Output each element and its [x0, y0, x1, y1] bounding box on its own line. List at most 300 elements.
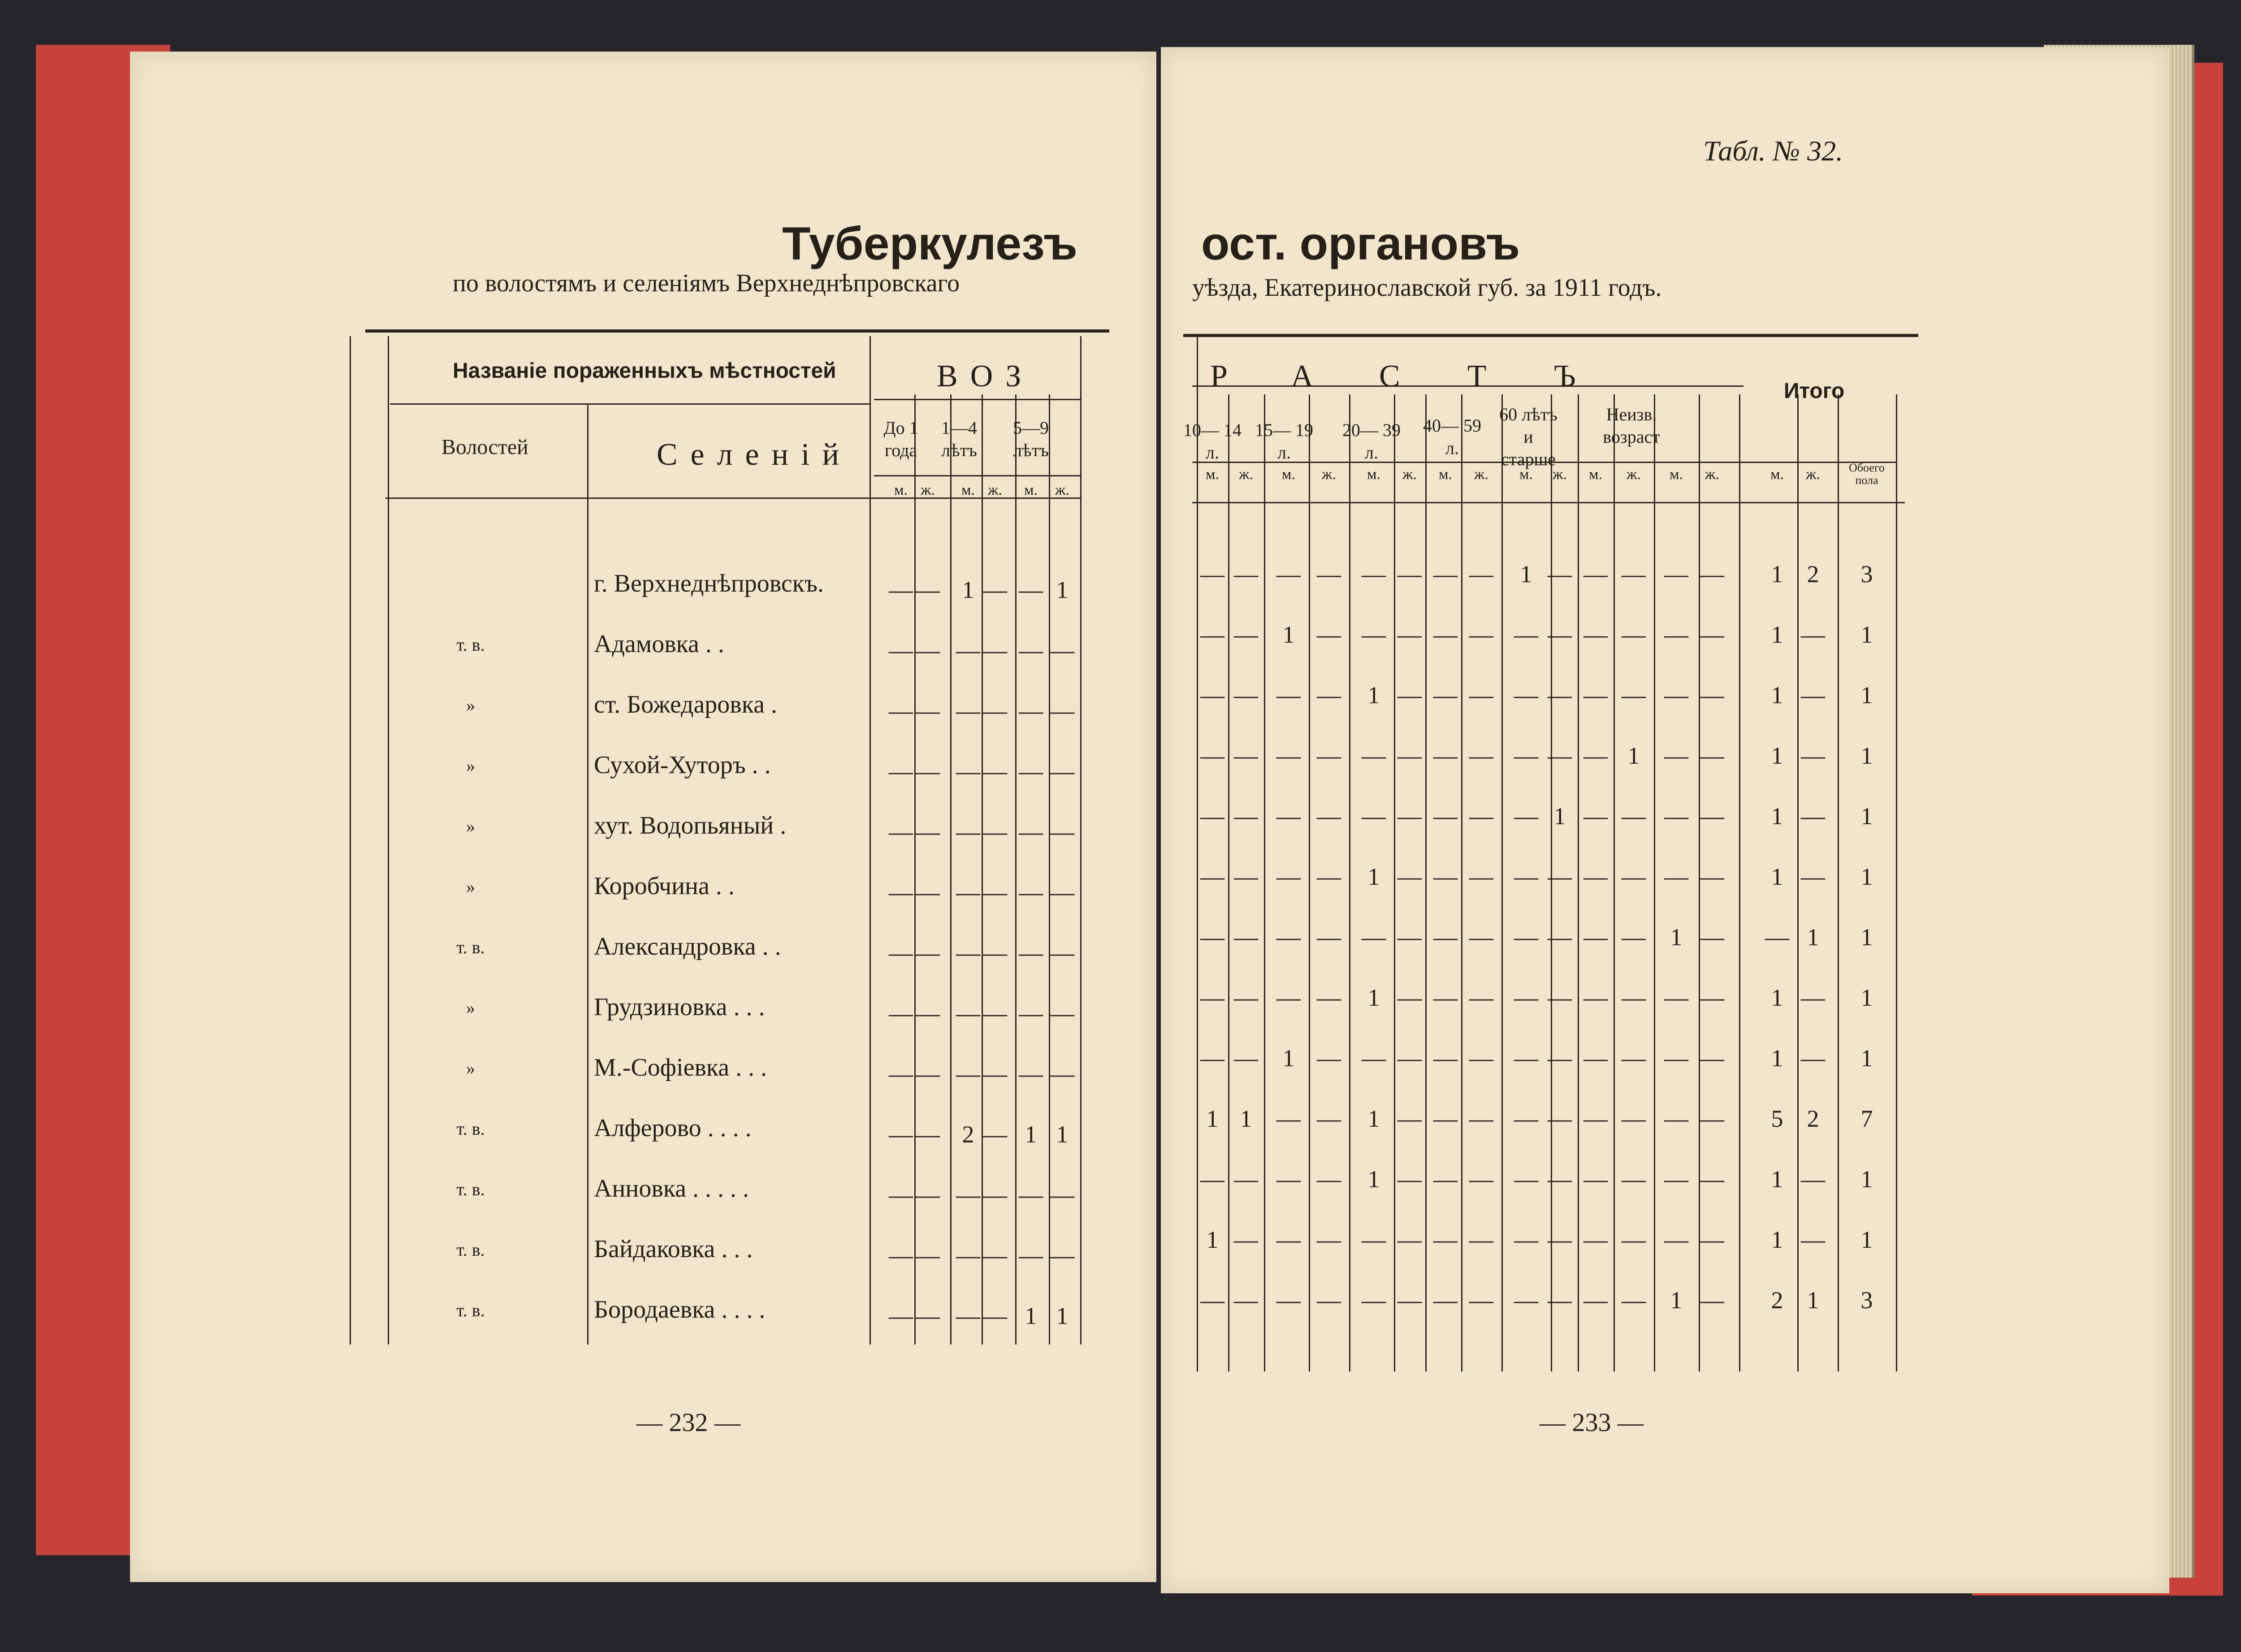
- empty-cell: —: [1514, 863, 1538, 890]
- empty-cell: —: [956, 1242, 980, 1269]
- empty-cell: —: [1317, 742, 1341, 769]
- value-cell: 1: [1670, 924, 1683, 951]
- empty-cell: —: [1200, 682, 1224, 709]
- value-cell: 1: [1860, 803, 1873, 830]
- empty-cell: —: [1583, 742, 1608, 769]
- empty-cell: —: [1700, 742, 1724, 769]
- empty-cell: —: [983, 697, 1007, 724]
- empty-cell: —: [1583, 561, 1608, 588]
- empty-cell: —: [1548, 1045, 1572, 1072]
- male-header: м.: [1438, 466, 1453, 483]
- value-cell: 1: [1056, 1121, 1069, 1148]
- empty-cell: —: [1469, 682, 1493, 709]
- empty-cell: —: [1583, 1166, 1608, 1193]
- empty-cell: —: [1276, 924, 1301, 951]
- empty-cell: —: [1200, 1287, 1224, 1314]
- empty-cell: —: [1583, 1105, 1608, 1132]
- vline-col: [1739, 394, 1740, 1371]
- empty-cell: —: [1622, 621, 1646, 648]
- age-header: 10— 14 л.: [1183, 420, 1242, 463]
- female-header: ж.: [1705, 466, 1719, 483]
- empty-cell: —: [1234, 1045, 1258, 1072]
- empty-cell: —: [1514, 1045, 1538, 1072]
- empty-cell: —: [1469, 1105, 1493, 1132]
- empty-cell: —: [1801, 863, 1825, 890]
- empty-cell: —: [889, 1181, 913, 1208]
- empty-cell: —: [1317, 682, 1341, 709]
- empty-cell: —: [889, 1302, 913, 1329]
- empty-cell: —: [916, 1242, 940, 1269]
- empty-cell: —: [1019, 818, 1043, 845]
- empty-cell: —: [1801, 682, 1825, 709]
- empty-cell: —: [1234, 924, 1258, 951]
- row-volost: т. в.: [456, 1240, 485, 1260]
- value-cell: 5: [1771, 1105, 1783, 1132]
- empty-cell: —: [1019, 1060, 1043, 1087]
- empty-cell: —: [1514, 803, 1538, 830]
- female-header: ж.: [1627, 466, 1641, 483]
- row-volost: т. в.: [456, 635, 485, 655]
- male-header: м.: [1770, 466, 1784, 483]
- vline-col: [1228, 394, 1229, 1371]
- empty-cell: —: [1700, 1105, 1724, 1132]
- female-header: ж.: [988, 482, 1002, 498]
- empty-cell: —: [1548, 1166, 1572, 1193]
- empty-cell: —: [1622, 682, 1646, 709]
- row-place: хут. Водопьяный .: [594, 812, 787, 839]
- subtitle-left: по волостямъ и селеніямъ Верхнеднѣпровскаго: [453, 269, 960, 297]
- empty-cell: —: [1050, 1060, 1074, 1087]
- empty-cell: —: [1548, 863, 1572, 890]
- empty-cell: —: [956, 637, 980, 664]
- row-volost: т. в.: [456, 1179, 485, 1199]
- empty-cell: —: [1200, 863, 1224, 890]
- age-header: 40— 59 л.: [1423, 415, 1481, 458]
- empty-cell: —: [956, 1000, 980, 1027]
- row-volost: т. в.: [456, 937, 485, 957]
- row-place: Алферово . . . .: [594, 1114, 752, 1142]
- value-cell: 7: [1860, 1105, 1873, 1132]
- vline-col: [1501, 394, 1503, 1371]
- value-cell: 1: [1860, 742, 1873, 769]
- female-header: ж.: [1806, 466, 1820, 483]
- empty-cell: —: [1469, 803, 1493, 830]
- empty-cell: —: [1397, 682, 1422, 709]
- empty-cell: —: [1433, 1166, 1458, 1193]
- vline-col: [1394, 394, 1395, 1371]
- empty-cell: —: [1801, 742, 1825, 769]
- value-cell: 3: [1860, 561, 1873, 588]
- empty-cell: —: [1622, 1045, 1646, 1072]
- female-header: ж.: [1055, 482, 1069, 498]
- empty-cell: —: [1469, 863, 1493, 890]
- female-header: ж.: [1322, 466, 1336, 483]
- value-cell: 1: [1025, 1302, 1037, 1329]
- value-cell: 2: [1807, 1105, 1819, 1132]
- empty-cell: —: [1362, 561, 1386, 588]
- value-cell: 1: [1025, 1121, 1037, 1148]
- empty-cell: —: [1622, 863, 1646, 890]
- empty-cell: —: [1433, 1287, 1458, 1314]
- empty-cell: —: [1234, 742, 1258, 769]
- row-place: Грудзиновка . . .: [594, 993, 765, 1021]
- empty-cell: —: [1548, 621, 1572, 648]
- empty-cell: —: [1200, 1166, 1224, 1193]
- empty-cell: —: [1548, 984, 1572, 1011]
- row-place: Коробчина . .: [594, 872, 735, 900]
- rule-top-right: [1183, 334, 1918, 337]
- empty-cell: —: [1397, 863, 1422, 890]
- empty-cell: —: [916, 697, 940, 724]
- empty-cell: —: [1433, 984, 1458, 1011]
- empty-cell: —: [1050, 1181, 1074, 1208]
- page-number-right: — 233 —: [1540, 1408, 1644, 1437]
- empty-cell: —: [889, 758, 913, 785]
- empty-cell: —: [1317, 1287, 1341, 1314]
- empty-cell: —: [1397, 1287, 1422, 1314]
- empty-cell: —: [1317, 984, 1341, 1011]
- empty-cell: —: [1700, 863, 1724, 890]
- empty-cell: —: [1514, 621, 1538, 648]
- empty-cell: —: [1664, 803, 1688, 830]
- value-cell: 1: [1860, 863, 1873, 890]
- vline-col: [1614, 394, 1615, 1371]
- empty-cell: —: [1622, 561, 1646, 588]
- empty-cell: —: [1397, 1105, 1422, 1132]
- empty-cell: —: [1514, 682, 1538, 709]
- vline-col: [1654, 394, 1655, 1371]
- empty-cell: —: [1548, 561, 1572, 588]
- male-header: м.: [961, 482, 975, 498]
- empty-cell: —: [1317, 1105, 1341, 1132]
- empty-cell: —: [1700, 1226, 1724, 1253]
- empty-cell: —: [1276, 682, 1301, 709]
- value-cell: 1: [1627, 742, 1640, 769]
- empty-cell: —: [956, 1302, 980, 1329]
- row-volost: т. в.: [456, 1119, 485, 1139]
- value-cell: 1: [962, 576, 974, 603]
- value-cell: 1: [1860, 984, 1873, 1011]
- value-cell: 1: [1771, 621, 1783, 648]
- vline-col: [1264, 394, 1265, 1371]
- empty-cell: —: [983, 818, 1007, 845]
- value-cell: 1: [1206, 1105, 1219, 1132]
- value-cell: 1: [1860, 1166, 1873, 1193]
- value-cell: 2: [1807, 561, 1819, 588]
- vline-left-edge: [350, 336, 351, 1345]
- value-cell: 1: [1520, 561, 1532, 588]
- male-header: м.: [1519, 466, 1533, 483]
- empty-cell: —: [956, 1181, 980, 1208]
- empty-cell: —: [1276, 984, 1301, 1011]
- empty-cell: —: [1700, 924, 1724, 951]
- empty-cell: —: [1700, 984, 1724, 1011]
- empty-cell: —: [1362, 1287, 1386, 1314]
- row-place: ст. Божедаровка .: [594, 691, 777, 718]
- value-cell: 1: [1367, 984, 1380, 1011]
- row-place: Адамовка . .: [594, 630, 724, 658]
- rule-top-left: [365, 329, 1109, 333]
- empty-cell: —: [1664, 1105, 1688, 1132]
- empty-cell: —: [916, 758, 940, 785]
- empty-cell: —: [1433, 1226, 1458, 1253]
- value-cell: 1: [1771, 803, 1783, 830]
- value-cell: 1: [1367, 682, 1380, 709]
- vline-col: [1896, 394, 1897, 1371]
- empty-cell: —: [1700, 682, 1724, 709]
- value-cell: 1: [1807, 1287, 1819, 1314]
- empty-cell: —: [1276, 1287, 1301, 1314]
- empty-cell: —: [1234, 984, 1258, 1011]
- empty-cell: —: [956, 1060, 980, 1087]
- empty-cell: —: [1397, 1226, 1422, 1253]
- empty-cell: —: [1469, 1166, 1493, 1193]
- empty-cell: —: [1700, 561, 1724, 588]
- empty-cell: —: [1234, 1166, 1258, 1193]
- empty-cell: —: [956, 939, 980, 966]
- row-volost: »: [466, 695, 475, 715]
- value-cell: 1: [1860, 924, 1873, 951]
- empty-cell: —: [1469, 1226, 1493, 1253]
- empty-cell: —: [983, 1000, 1007, 1027]
- empty-cell: —: [1234, 863, 1258, 890]
- empty-cell: —: [1276, 1105, 1301, 1132]
- empty-cell: —: [1397, 561, 1422, 588]
- empty-cell: —: [1548, 924, 1572, 951]
- empty-cell: —: [1622, 1166, 1646, 1193]
- title-left: Туберкулезъ: [782, 218, 1077, 270]
- value-cell: 1: [1771, 682, 1783, 709]
- table-number: Табл. № 32.: [1703, 135, 1843, 167]
- header-rast: РАСТЪ: [1210, 359, 1643, 394]
- male-header: м.: [1588, 466, 1603, 483]
- empty-cell: —: [1362, 742, 1386, 769]
- empty-cell: —: [1200, 1045, 1224, 1072]
- empty-cell: —: [1019, 758, 1043, 785]
- empty-cell: —: [1548, 1226, 1572, 1253]
- empty-cell: —: [983, 758, 1007, 785]
- value-cell: 1: [1771, 561, 1783, 588]
- empty-cell: —: [1548, 1287, 1572, 1314]
- vline-col: [950, 394, 952, 1345]
- age-header: 1—4 лѣтъ: [941, 418, 977, 460]
- empty-cell: —: [1019, 637, 1043, 664]
- header-selo: Селеній: [657, 437, 852, 472]
- empty-cell: —: [1019, 576, 1043, 603]
- empty-cell: —: [1664, 621, 1688, 648]
- vline-col: [1080, 336, 1082, 1345]
- empty-cell: —: [1469, 1287, 1493, 1314]
- empty-cell: —: [1019, 1181, 1043, 1208]
- value-cell: 1: [1860, 1226, 1873, 1253]
- empty-cell: —: [956, 879, 980, 906]
- empty-cell: —: [1765, 924, 1789, 951]
- empty-cell: —: [1469, 1045, 1493, 1072]
- empty-cell: —: [1050, 1242, 1074, 1269]
- empty-cell: —: [983, 1060, 1007, 1087]
- empty-cell: —: [1234, 561, 1258, 588]
- value-cell: 1: [1240, 1105, 1252, 1132]
- value-cell: 1: [1206, 1226, 1219, 1253]
- empty-cell: —: [1433, 682, 1458, 709]
- empty-cell: —: [1514, 1105, 1538, 1132]
- empty-cell: —: [1801, 803, 1825, 830]
- empty-cell: —: [1801, 984, 1825, 1011]
- empty-cell: —: [956, 697, 980, 724]
- empty-cell: —: [916, 1181, 940, 1208]
- empty-cell: —: [1019, 1000, 1043, 1027]
- empty-cell: —: [1514, 742, 1538, 769]
- empty-cell: —: [916, 818, 940, 845]
- empty-cell: —: [1200, 742, 1224, 769]
- empty-cell: —: [1050, 758, 1074, 785]
- empty-cell: —: [916, 879, 940, 906]
- empty-cell: —: [1664, 682, 1688, 709]
- empty-cell: —: [1700, 1045, 1724, 1072]
- empty-cell: —: [1548, 1105, 1572, 1132]
- empty-cell: —: [1583, 1045, 1608, 1072]
- row-volost: »: [466, 1058, 475, 1078]
- empty-cell: —: [1469, 621, 1493, 648]
- subtitle-right: уѣзда, Екатеринославской губ. за 1911 годъ.: [1192, 274, 1662, 302]
- empty-cell: —: [1622, 803, 1646, 830]
- empty-cell: —: [1514, 924, 1538, 951]
- header-voz: ВОЗ: [937, 359, 1034, 394]
- header-group-label: Названіе пораженныхъ мѣстностей: [453, 359, 836, 383]
- empty-cell: —: [1801, 1045, 1825, 1072]
- female-header: ж.: [1239, 466, 1253, 483]
- row-volost: »: [466, 756, 475, 776]
- male-header: м.: [1281, 466, 1296, 483]
- value-cell: 1: [1553, 803, 1566, 830]
- header-itogo: Итого: [1784, 379, 1845, 403]
- empty-cell: —: [1397, 1166, 1422, 1193]
- empty-cell: —: [889, 576, 913, 603]
- empty-cell: —: [1664, 1226, 1688, 1253]
- row-volost: »: [466, 998, 475, 1018]
- value-cell: 1: [1367, 1105, 1380, 1132]
- vline-col: [870, 394, 871, 1345]
- empty-cell: —: [1050, 939, 1074, 966]
- row-place: Байдаковка . . .: [594, 1235, 753, 1263]
- row-place: Бородаевка . . . .: [594, 1296, 766, 1323]
- empty-cell: —: [1050, 697, 1074, 724]
- empty-cell: —: [916, 637, 940, 664]
- empty-cell: —: [1622, 1105, 1646, 1132]
- empty-cell: —: [1397, 984, 1422, 1011]
- empty-cell: —: [1583, 924, 1608, 951]
- empty-cell: —: [1469, 924, 1493, 951]
- empty-cell: —: [1276, 1166, 1301, 1193]
- empty-cell: —: [889, 818, 913, 845]
- row-volost: »: [466, 816, 475, 836]
- female-header: ж.: [1402, 466, 1417, 483]
- empty-cell: —: [1019, 939, 1043, 966]
- empty-cell: —: [1317, 561, 1341, 588]
- empty-cell: —: [1801, 1226, 1825, 1253]
- empty-cell: —: [1276, 742, 1301, 769]
- empty-cell: —: [1583, 1226, 1608, 1253]
- empty-cell: —: [1433, 621, 1458, 648]
- empty-cell: —: [1200, 561, 1224, 588]
- empty-cell: —: [1317, 1045, 1341, 1072]
- empty-cell: —: [1317, 621, 1341, 648]
- empty-cell: —: [1801, 621, 1825, 648]
- empty-cell: —: [1700, 803, 1724, 830]
- age-header: 15— 19 л.: [1255, 420, 1313, 463]
- age-header: 60 лѣтъ и старше: [1499, 404, 1557, 469]
- empty-cell: —: [1433, 1045, 1458, 1072]
- page-number-left: — 232 —: [636, 1408, 740, 1437]
- empty-cell: —: [1700, 621, 1724, 648]
- value-cell: 2: [962, 1121, 974, 1148]
- row-place: Анновка . . . . .: [594, 1175, 749, 1202]
- empty-cell: —: [1433, 803, 1458, 830]
- empty-cell: —: [1397, 621, 1422, 648]
- empty-cell: —: [956, 758, 980, 785]
- value-cell: 1: [1860, 1045, 1873, 1072]
- value-cell: 1: [1771, 984, 1783, 1011]
- empty-cell: —: [889, 1060, 913, 1087]
- empty-cell: —: [1433, 924, 1458, 951]
- vline-col: [1349, 394, 1350, 1371]
- empty-cell: —: [1276, 863, 1301, 890]
- empty-cell: —: [1317, 924, 1341, 951]
- empty-cell: —: [983, 1181, 1007, 1208]
- empty-cell: —: [1234, 682, 1258, 709]
- title-right: ост. органовъ: [1201, 218, 1520, 270]
- empty-cell: —: [1514, 1287, 1538, 1314]
- empty-cell: —: [1514, 1226, 1538, 1253]
- empty-cell: —: [1583, 803, 1608, 830]
- empty-cell: —: [1700, 1166, 1724, 1193]
- empty-cell: —: [916, 1302, 940, 1329]
- empty-cell: —: [1433, 1105, 1458, 1132]
- empty-cell: —: [1622, 924, 1646, 951]
- vline-left-frame: [388, 336, 389, 1345]
- row-place: М.-Софіевка . . .: [594, 1054, 767, 1081]
- empty-cell: —: [1019, 1242, 1043, 1269]
- empty-cell: —: [889, 1242, 913, 1269]
- female-header: ж.: [1474, 466, 1488, 483]
- empty-cell: —: [983, 1242, 1007, 1269]
- empty-cell: —: [1622, 1287, 1646, 1314]
- value-cell: 1: [1860, 682, 1873, 709]
- empty-cell: —: [1514, 1166, 1538, 1193]
- value-cell: 1: [1282, 621, 1295, 648]
- empty-cell: —: [1433, 561, 1458, 588]
- vline-col: [1015, 394, 1017, 1345]
- empty-cell: —: [983, 576, 1007, 603]
- empty-cell: —: [1700, 1287, 1724, 1314]
- empty-cell: —: [1583, 682, 1608, 709]
- vline-col: [1197, 336, 1198, 1371]
- empty-cell: —: [956, 818, 980, 845]
- empty-cell: —: [1397, 1045, 1422, 1072]
- empty-cell: —: [1234, 803, 1258, 830]
- empty-cell: —: [1469, 742, 1493, 769]
- empty-cell: —: [1397, 924, 1422, 951]
- empty-cell: —: [1397, 803, 1422, 830]
- value-cell: 1: [1771, 1166, 1783, 1193]
- value-cell: 1: [1056, 1302, 1069, 1329]
- female-header: ж.: [1553, 466, 1567, 483]
- empty-cell: —: [1362, 621, 1386, 648]
- empty-cell: —: [1050, 637, 1074, 664]
- empty-cell: —: [1200, 621, 1224, 648]
- row-place: г. Верхнеднѣпровскъ.: [594, 570, 824, 597]
- empty-cell: —: [1317, 1166, 1341, 1193]
